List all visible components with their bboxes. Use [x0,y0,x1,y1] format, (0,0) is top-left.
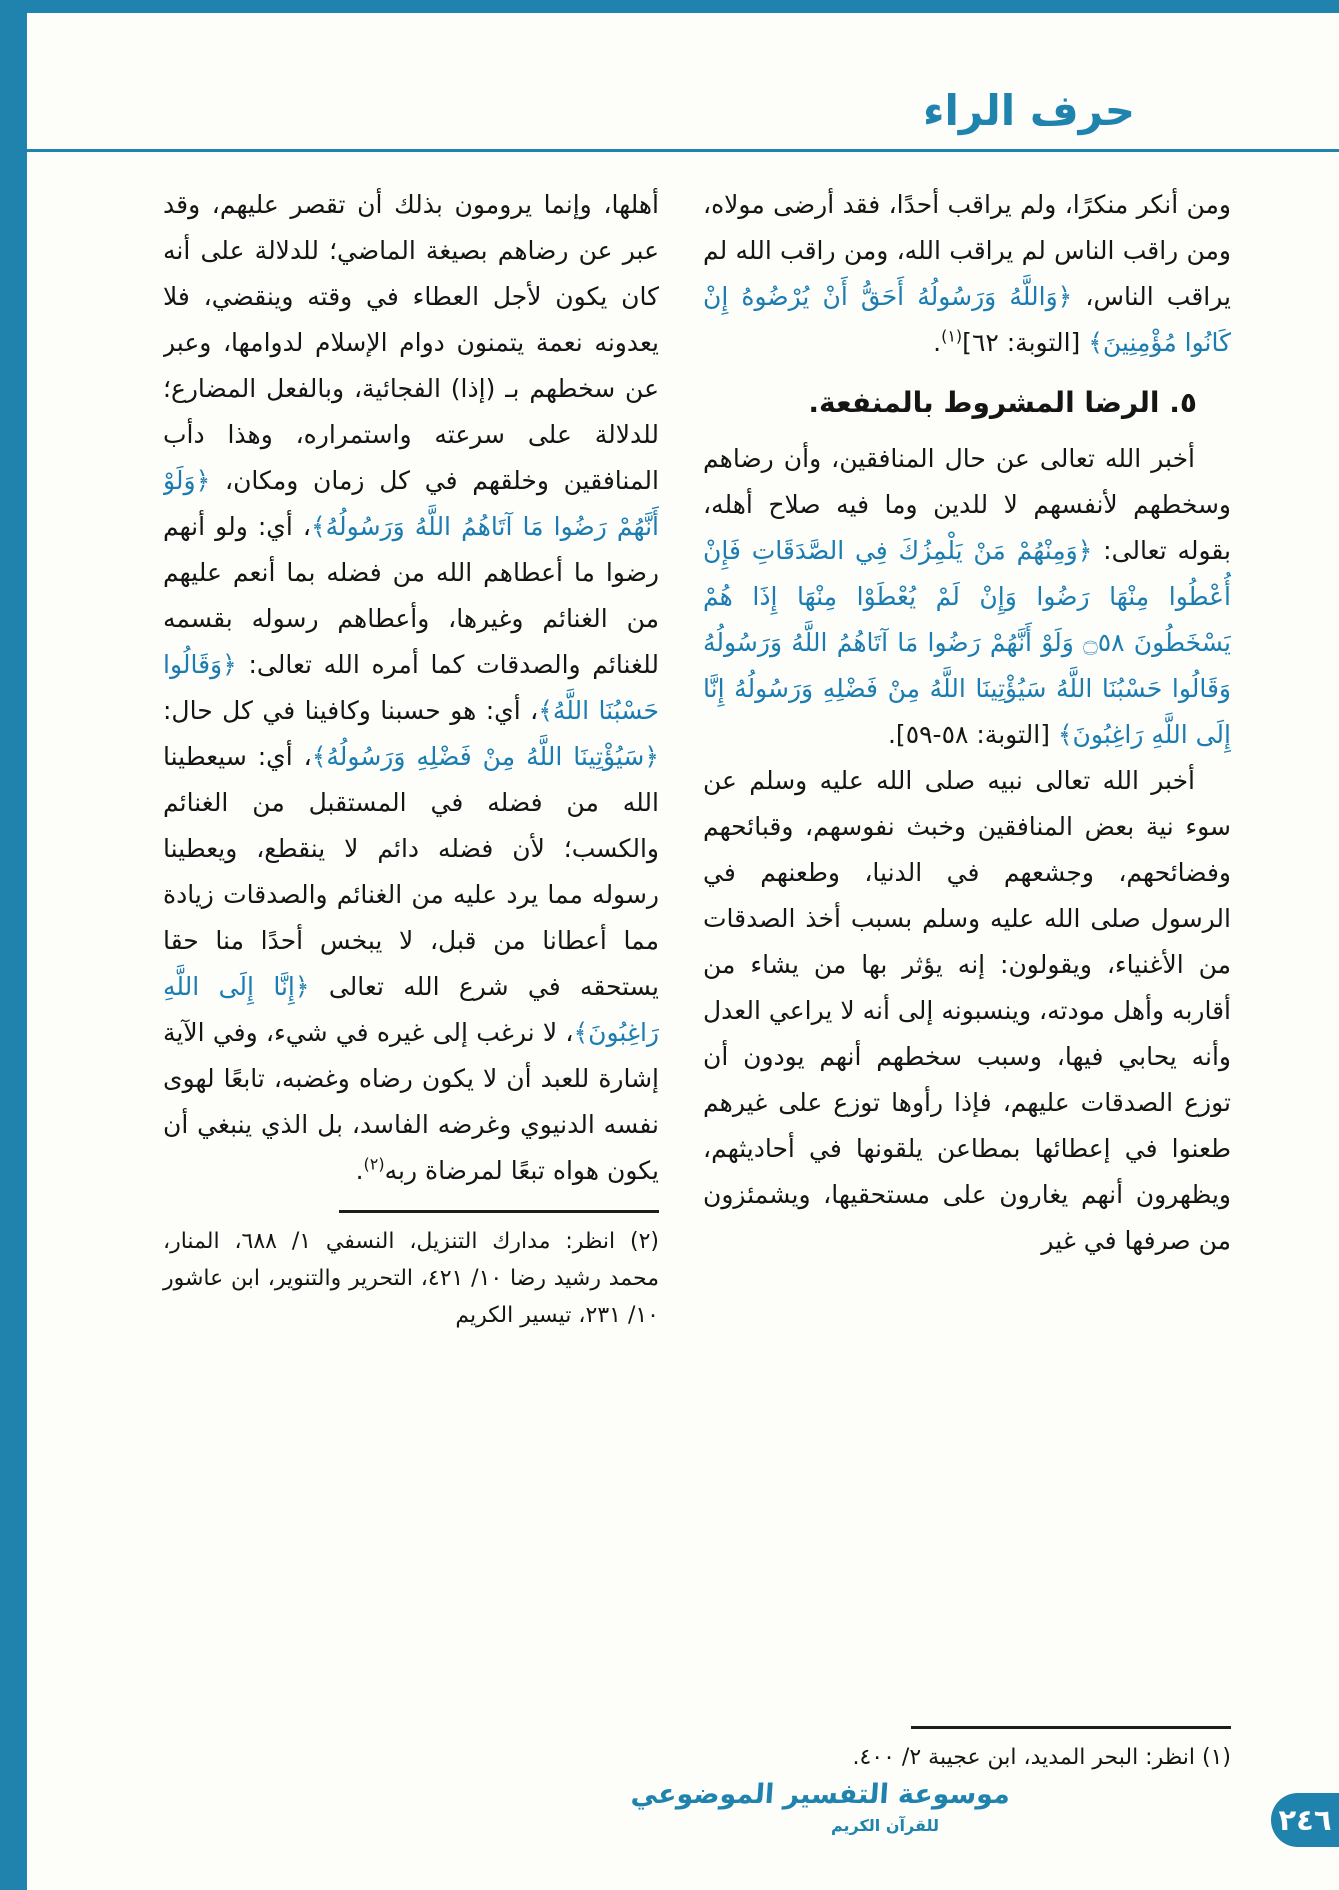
chapter-title: حرف الراء [923,86,1135,135]
page-number-badge [1271,1793,1339,1847]
section-heading [703,380,1231,426]
quran-verse: ﴿وَقَالُوا حَسْبُنَا اللَّهُ﴾ [163,650,659,725]
text-run: ، أي: هو حسبنا وكافينا في كل حال: [163,696,539,725]
footnote-text: (٢) انظر: مدارك التنزيل، النسفي ١/ ٦٨٨، المنار، محمد رشيد رضا ١٠/ ٤٢١، التحرير والتنوير، ابن عاشور ١٠/ ٢٣١، تيسير الكريم [163,1229,660,1328]
column-left-text [163,182,659,1194]
text-run: [التوبة: ٥٨-٥٩]. [887,720,1058,749]
paragraph [703,436,1231,758]
paragraph [703,182,1231,366]
text-run: أخبر الله تعالى عن حال المنافقين، وأن رضاهم وسخطهم لأنفسهم لا للدين وما فيه صلاح أهله، بقوله تعالى: [703,444,1231,565]
column-left [163,182,659,1782]
header-divider [0,149,1339,152]
column-right-text [703,182,1231,1264]
footnote-divider [911,1726,1231,1729]
quran-verse: ﴿وَلَوْ أَنَّهُمْ رَضُوا مَا آتَاهُمُ اللَّهُ وَرَسُولُهُ﴾ [163,466,659,541]
paragraph [163,182,659,1194]
text-run: ، لا نرغب إلى غيره في شيء، وفي الآية إشارة للعبد أن لا يكون رضاه وغضبه، تابعًا لهوى نفسه الدنيوي وغرضه الفاسد، بل الذي ينبغي أن يكون هواه تبعًا لمرضاة ربه [163,1018,659,1185]
quran-verse: ﴿سَيُؤْتِينَا اللَّهُ مِنْ فَضْلِهِ وَرَسُولُهُ﴾ [311,742,659,771]
text-run: أهلها، وإنما يرومون بذلك أن تقصر عليهم، وقد عبر عن رضاهم بصيغة الماضي؛ للدلالة على أنه كان يكون لأجل العطاء في وقته وينقضي، فلا يعدونه نعمة يتمنون دوام الإسلام لدوامها، وعبر عن سخطهم بـ (إذا) الفجائية، وبالفعل المضارع؛ للدلالة على سرعته واستمراره، وهذا دأب المنافقين وخلقهم في كل زمان ومكان، [163,190,659,495]
text-run: ومن أنكر منكرًا، ولم يراقب أحدًا، فقد أرضى مولاه، ومن راقب الناس لم يراقب الله، ومن راقب الله لم يراقب الناس، [703,190,1231,311]
text-run: ٥. الرضا المشروط بالمنفعة. [808,386,1197,419]
top-border-bar [0,0,1339,13]
text-columns [163,182,1231,1782]
text-run: ، أي: سيعطينا الله من فضله في المستقبل من الغنائم والكسب؛ لأن فضله دائم لا ينقطع، ويعطينا رسوله مما يرد عليه من الغنائم والصدقات زيادة مما أعطانا من قبل، لا يبخس أحدًا منا حقا يستحقه في شرع الله تعالى [163,742,659,1001]
footnote-block-left [163,1210,659,1334]
publisher-logo-title: موسوعة التفسير الموضوعي [629,1779,1012,1810]
text-run: . [355,1156,364,1185]
footnote-block-right [703,1726,1231,1776]
column-right [703,182,1231,1782]
footnote-marker: (١) [941,326,963,346]
publisher-logo-subtitle: للقرآن الكريم [830,1815,940,1835]
quran-verse: ﴿وَاللَّهُ وَرَسُولُهُ أَحَقُّ أَنْ يُرْضُوهُ إِنْ كَانُوا مُؤْمِنِينَ﴾ [703,282,1231,357]
footnote-divider [339,1210,659,1213]
text-run: [التوبة: ٦٢] [962,328,1089,357]
left-border-bar [0,0,27,1890]
text-run: . [933,328,942,357]
publisher-logo [629,1778,1012,1836]
text-run: أخبر الله تعالى نبيه صلى الله عليه وسلم عن سوء نية بعض المنافقين وخبث نفوسهم، وقبائحهم وفضائحهم، وجشعهم في الدنيا، وطعنهم في الرسول صلى الله عليه وسلم بسبب أخذ الصدقات من الأغنياء، ويقولون: إنه يؤثر بها من يشاء من أقاربه وأهل مودته، وينسبونه إلى أنه لا يراعي العدل وأنه يحابي فيها، وسبب سخطهم أنهم يودون أن توزع الصدقات عليهم، فإذا رأوها توزع على غيرهم طعنوا في إعطائها بمطاعن يلقونها في أحاديثهم، ويظهرون أنهم يغارون على مستحقيها، ويشمئزون من صرفها في غير [703,766,1231,1255]
quran-verse: ﴿وَمِنْهُمْ مَنْ يَلْمِزُكَ فِي الصَّدَقَاتِ فَإِنْ أُعْطُوا مِنْهَا رَضُوا وَإِنْ لَمْ يُعْطَوْا مِنْهَا إِذَا هُمْ يَسْخَطُونَ ۝٥٨ وَلَوْ أَنَّهُمْ رَضُوا مَا آتَاهُمُ اللَّهُ وَرَسُولُهُ وَقَالُوا حَسْبُنَا اللَّهُ سَيُؤْتِينَا اللَّهُ مِنْ فَضْلِهِ وَرَسُولُهُ إِنَّا إِلَى اللَّهِ رَاغِبُونَ﴾ [703,536,1231,749]
paragraph [703,758,1231,1264]
text-run: ، أي: ولو أنهم رضوا ما أعطاهم الله من فضله بما أنعم عليهم من الغنائم وغيرها، وأعطاهم رسوله بقسمه للغنائم والصدقات كما أمره الله تعالى: [163,512,659,679]
page-number: ٢٤٦ [1278,1803,1332,1837]
quran-verse: ﴿إِنَّا إِلَى اللَّهِ رَاغِبُونَ﴾ [163,972,659,1047]
footnote-text: (١) انظر: البحر المديد، ابن عجيبة ٢/ ٤٠٠. [852,1745,1231,1770]
footnote-marker: (٢) [363,1154,385,1174]
